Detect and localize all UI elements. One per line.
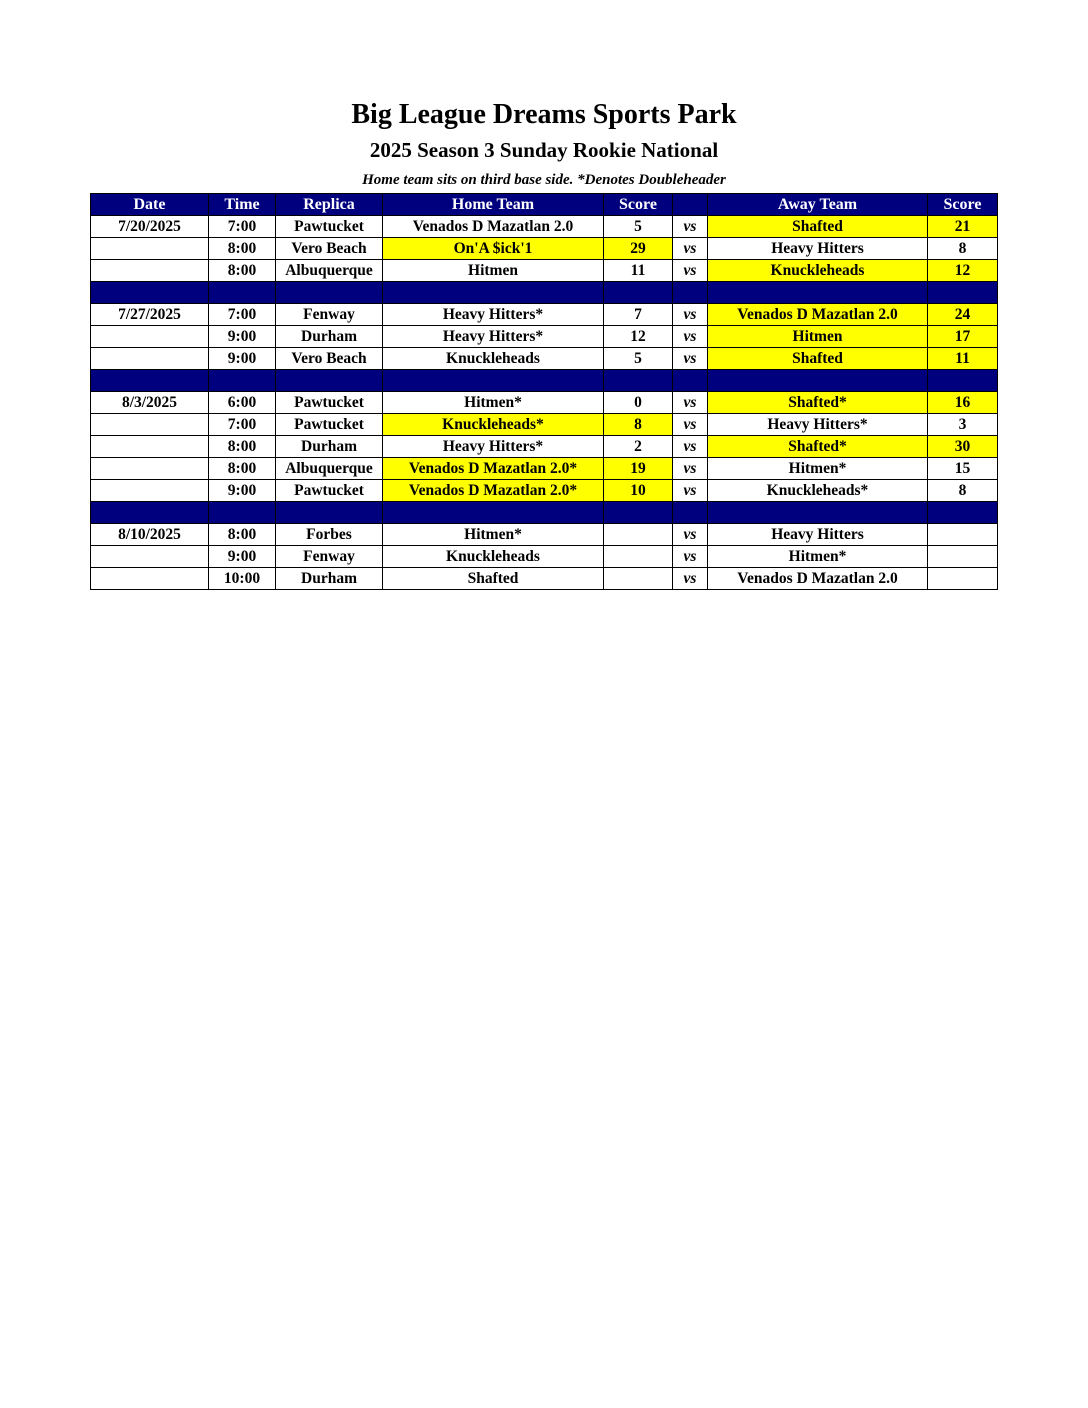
cell-time: 8:00 bbox=[209, 458, 276, 480]
table-row bbox=[91, 546, 998, 568]
cell-home-team: Heavy Hitters* bbox=[383, 436, 604, 458]
cell-replica: Vero Beach bbox=[276, 348, 383, 370]
cell-date: 7/20/2025 bbox=[91, 216, 209, 238]
separator-cell bbox=[209, 282, 276, 304]
cell-away-team: Heavy Hitters* bbox=[708, 414, 928, 436]
separator-cell bbox=[383, 370, 604, 392]
cell-date bbox=[91, 458, 209, 480]
cell-home-score: 2 bbox=[604, 436, 673, 458]
cell-date bbox=[91, 568, 209, 590]
header-away-score: Score bbox=[928, 194, 998, 216]
cell-home-score bbox=[604, 546, 673, 568]
separator-cell bbox=[673, 502, 708, 524]
cell-vs: vs bbox=[673, 436, 708, 458]
header-away-team: Away Team bbox=[708, 194, 928, 216]
cell-vs: vs bbox=[673, 348, 708, 370]
separator-row bbox=[91, 282, 998, 304]
separator-row bbox=[91, 502, 998, 524]
cell-date: 8/10/2025 bbox=[91, 524, 209, 546]
cell-date bbox=[91, 436, 209, 458]
page-title: Big League Dreams Sports Park bbox=[351, 99, 737, 130]
cell-away-score: 24 bbox=[928, 304, 998, 326]
cell-vs: vs bbox=[673, 480, 708, 502]
table-row bbox=[91, 458, 998, 480]
separator-cell bbox=[604, 502, 673, 524]
header-time: Time bbox=[209, 194, 276, 216]
cell-date bbox=[91, 348, 209, 370]
separator-cell bbox=[91, 502, 209, 524]
cell-home-score: 19 bbox=[604, 458, 673, 480]
cell-home-score: 5 bbox=[604, 348, 673, 370]
cell-home-score: 8 bbox=[604, 414, 673, 436]
cell-away-score: 11 bbox=[928, 348, 998, 370]
cell-home-score bbox=[604, 524, 673, 546]
separator-cell bbox=[708, 502, 928, 524]
cell-vs: vs bbox=[673, 216, 708, 238]
cell-vs: vs bbox=[673, 392, 708, 414]
cell-replica: Vero Beach bbox=[276, 238, 383, 260]
cell-away-score: 30 bbox=[928, 436, 998, 458]
cell-away-team: Heavy Hitters bbox=[708, 524, 928, 546]
cell-time: 6:00 bbox=[209, 392, 276, 414]
separator-cell bbox=[383, 282, 604, 304]
cell-home-score: 12 bbox=[604, 326, 673, 348]
cell-time: 9:00 bbox=[209, 480, 276, 502]
cell-away-team: Knuckleheads* bbox=[708, 480, 928, 502]
cell-vs: vs bbox=[673, 546, 708, 568]
cell-date bbox=[91, 326, 209, 348]
cell-away-score: 3 bbox=[928, 414, 998, 436]
cell-time: 8:00 bbox=[209, 436, 276, 458]
cell-home-team: Shafted bbox=[383, 568, 604, 590]
cell-time: 7:00 bbox=[209, 216, 276, 238]
cell-away-team: Venados D Mazatlan 2.0 bbox=[708, 568, 928, 590]
cell-away-score: 16 bbox=[928, 392, 998, 414]
table-row bbox=[91, 480, 998, 502]
table-row bbox=[91, 260, 998, 282]
separator-cell bbox=[276, 370, 383, 392]
schedule-note: Home team sits on third base side. *Denotes Doubleheader bbox=[362, 172, 726, 188]
cell-replica: Pawtucket bbox=[276, 392, 383, 414]
cell-home-score: 11 bbox=[604, 260, 673, 282]
cell-home-team: Venados D Mazatlan 2.0* bbox=[383, 480, 604, 502]
cell-home-team: On'A $ick'1 bbox=[383, 238, 604, 260]
cell-time: 7:00 bbox=[209, 414, 276, 436]
cell-home-team: Hitmen* bbox=[383, 392, 604, 414]
cell-time: 10:00 bbox=[209, 568, 276, 590]
cell-replica: Forbes bbox=[276, 524, 383, 546]
cell-away-score bbox=[928, 546, 998, 568]
table-row bbox=[91, 436, 998, 458]
cell-away-score: 17 bbox=[928, 326, 998, 348]
separator-cell bbox=[604, 370, 673, 392]
cell-away-team: Knuckleheads bbox=[708, 260, 928, 282]
separator-cell bbox=[928, 502, 998, 524]
cell-vs: vs bbox=[673, 326, 708, 348]
separator-cell bbox=[604, 282, 673, 304]
table-row bbox=[91, 568, 998, 590]
cell-vs: vs bbox=[673, 568, 708, 590]
separator-cell bbox=[928, 282, 998, 304]
cell-time: 9:00 bbox=[209, 546, 276, 568]
header-replica: Replica bbox=[276, 194, 383, 216]
header-home-score: Score bbox=[604, 194, 673, 216]
cell-away-team: Hitmen* bbox=[708, 458, 928, 480]
cell-away-score: 12 bbox=[928, 260, 998, 282]
table-row bbox=[91, 414, 998, 436]
cell-replica: Pawtucket bbox=[276, 414, 383, 436]
table-row bbox=[91, 524, 998, 546]
cell-away-score: 8 bbox=[928, 238, 998, 260]
cell-home-score: 29 bbox=[604, 238, 673, 260]
table-row bbox=[91, 238, 998, 260]
cell-replica: Fenway bbox=[276, 304, 383, 326]
cell-date: 8/3/2025 bbox=[91, 392, 209, 414]
cell-away-score: 21 bbox=[928, 216, 998, 238]
cell-replica: Durham bbox=[276, 326, 383, 348]
table-row bbox=[91, 304, 998, 326]
header-date: Date bbox=[91, 194, 209, 216]
cell-home-team: Knuckleheads bbox=[383, 546, 604, 568]
separator-cell bbox=[276, 282, 383, 304]
schedule-body bbox=[91, 216, 998, 590]
separator-cell bbox=[276, 502, 383, 524]
cell-away-team: Hitmen* bbox=[708, 546, 928, 568]
cell-away-team: Shafted* bbox=[708, 392, 928, 414]
separator-cell bbox=[673, 282, 708, 304]
cell-vs: vs bbox=[673, 238, 708, 260]
cell-time: 8:00 bbox=[209, 238, 276, 260]
cell-replica: Pawtucket bbox=[276, 480, 383, 502]
table-header-row bbox=[91, 194, 998, 216]
cell-away-team: Hitmen bbox=[708, 326, 928, 348]
cell-home-team: Heavy Hitters* bbox=[383, 304, 604, 326]
cell-date bbox=[91, 414, 209, 436]
cell-time: 8:00 bbox=[209, 260, 276, 282]
cell-replica: Albuquerque bbox=[276, 458, 383, 480]
cell-home-score: 7 bbox=[604, 304, 673, 326]
cell-away-team: Shafted* bbox=[708, 436, 928, 458]
cell-replica: Fenway bbox=[276, 546, 383, 568]
cell-date bbox=[91, 480, 209, 502]
cell-away-score: 15 bbox=[928, 458, 998, 480]
cell-replica: Durham bbox=[276, 436, 383, 458]
table-row bbox=[91, 216, 998, 238]
cell-home-team: Venados D Mazatlan 2.0* bbox=[383, 458, 604, 480]
cell-away-score bbox=[928, 524, 998, 546]
cell-home-team: Knuckleheads* bbox=[383, 414, 604, 436]
header-vs bbox=[673, 194, 708, 216]
cell-home-team: Hitmen bbox=[383, 260, 604, 282]
cell-home-score: 10 bbox=[604, 480, 673, 502]
cell-home-score: 5 bbox=[604, 216, 673, 238]
cell-date bbox=[91, 238, 209, 260]
cell-vs: vs bbox=[673, 414, 708, 436]
separator-cell bbox=[91, 282, 209, 304]
cell-home-team: Heavy Hitters* bbox=[383, 326, 604, 348]
separator-cell bbox=[708, 282, 928, 304]
separator-cell bbox=[91, 370, 209, 392]
cell-home-score: 0 bbox=[604, 392, 673, 414]
cell-vs: vs bbox=[673, 458, 708, 480]
header-home-team: Home Team bbox=[383, 194, 604, 216]
separator-cell bbox=[209, 370, 276, 392]
separator-cell bbox=[928, 370, 998, 392]
table-row bbox=[91, 326, 998, 348]
page-subtitle: 2025 Season 3 Sunday Rookie National bbox=[369, 138, 719, 162]
table-row bbox=[91, 348, 998, 370]
cell-away-score: 8 bbox=[928, 480, 998, 502]
separator-cell bbox=[708, 370, 928, 392]
separator-cell bbox=[673, 370, 708, 392]
cell-date: 7/27/2025 bbox=[91, 304, 209, 326]
cell-date bbox=[91, 260, 209, 282]
cell-home-team: Hitmen* bbox=[383, 524, 604, 546]
cell-away-team: Shafted bbox=[708, 348, 928, 370]
cell-time: 9:00 bbox=[209, 326, 276, 348]
cell-vs: vs bbox=[673, 260, 708, 282]
cell-home-score bbox=[604, 568, 673, 590]
cell-away-team: Heavy Hitters bbox=[708, 238, 928, 260]
cell-replica: Durham bbox=[276, 568, 383, 590]
cell-date bbox=[91, 546, 209, 568]
cell-away-team: Shafted bbox=[708, 216, 928, 238]
cell-away-score bbox=[928, 568, 998, 590]
cell-home-team: Venados D Mazatlan 2.0 bbox=[383, 216, 604, 238]
cell-time: 9:00 bbox=[209, 348, 276, 370]
cell-vs: vs bbox=[673, 304, 708, 326]
cell-home-team: Knuckleheads bbox=[383, 348, 604, 370]
cell-time: 7:00 bbox=[209, 304, 276, 326]
cell-away-team: Venados D Mazatlan 2.0 bbox=[708, 304, 928, 326]
separator-cell bbox=[209, 502, 276, 524]
cell-vs: vs bbox=[673, 524, 708, 546]
cell-replica: Pawtucket bbox=[276, 216, 383, 238]
cell-replica: Albuquerque bbox=[276, 260, 383, 282]
separator-row bbox=[91, 370, 998, 392]
schedule-table bbox=[90, 193, 998, 590]
table-row bbox=[91, 392, 998, 414]
separator-cell bbox=[383, 502, 604, 524]
cell-time: 8:00 bbox=[209, 524, 276, 546]
